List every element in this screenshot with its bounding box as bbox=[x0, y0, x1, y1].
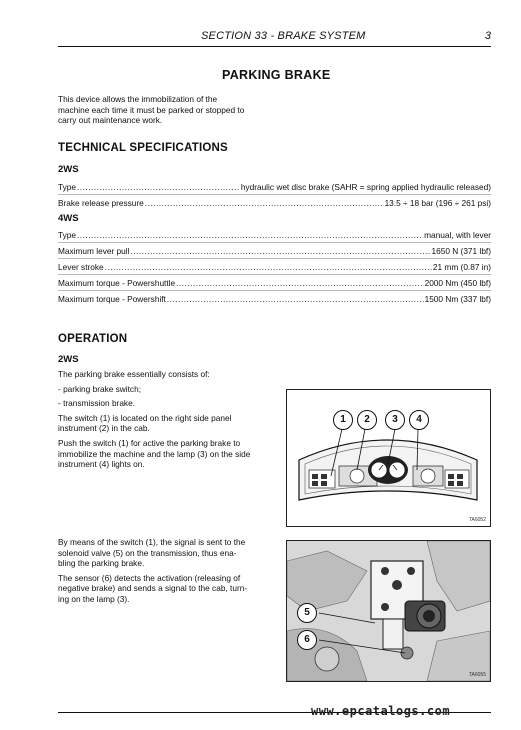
spec-value: 2000 Nm (450 lbf) bbox=[424, 278, 491, 288]
spec-row bbox=[58, 194, 491, 208]
text-line: Push the switch (1) for active the parking brake to bbox=[58, 437, 241, 448]
intro-line: machine each time it must be parked or stopped to bbox=[58, 104, 245, 115]
spec-value: 21 mm (0.87 in) bbox=[432, 262, 491, 272]
leader-dots bbox=[105, 262, 432, 272]
list-item: - transmission brake. bbox=[58, 398, 136, 409]
solenoid-valve-illustration bbox=[287, 541, 490, 681]
callout-4: 4 bbox=[409, 410, 429, 430]
leader-dots bbox=[130, 246, 430, 256]
text-line: solenoid valve (5) on the transmission, thus ena- bbox=[58, 547, 237, 558]
spec-value: 13.5 ÷ 18 bar (196 ÷ 261 psi) bbox=[384, 198, 491, 208]
leader-dots bbox=[77, 182, 240, 192]
header-rule bbox=[58, 46, 491, 47]
figure-code: TA6055 bbox=[468, 672, 486, 678]
spec-group-2ws-label: 2WS bbox=[58, 164, 79, 175]
text-line: bling the parking brake. bbox=[58, 558, 145, 569]
text-line: The sensor (6) detects the activation (releasing of bbox=[58, 572, 241, 583]
operation-intro: The parking brake essentially consists of: bbox=[58, 369, 210, 379]
text-line: The switch (1) is located on the right side panel bbox=[58, 412, 232, 423]
leader-dots bbox=[77, 230, 423, 240]
spec-group-4ws-label: 4WS bbox=[58, 213, 79, 224]
figure-code: TA6052 bbox=[468, 517, 486, 523]
spec-row bbox=[58, 226, 491, 240]
callout-1: 1 bbox=[333, 410, 353, 430]
spec-name: Maximum torque - Powershift bbox=[58, 294, 166, 304]
spec-name: Lever stroke bbox=[58, 262, 104, 272]
spec-value: 1500 Nm (337 lbf) bbox=[424, 294, 491, 304]
spec-value: 1650 N (371 lbf) bbox=[431, 246, 491, 256]
intro-line: carry out maintenance work. bbox=[58, 115, 163, 126]
callout-2: 2 bbox=[357, 410, 377, 430]
spec-row bbox=[58, 290, 491, 304]
spec-name: Maximum lever pull bbox=[58, 246, 130, 256]
intro-line: This device allows the immobilization of the bbox=[58, 94, 218, 104]
watermark-url: www.epcatalogs.com bbox=[311, 704, 451, 718]
solenoid-valve-figure bbox=[286, 540, 491, 682]
leader-dots bbox=[176, 278, 423, 288]
callout-5: 5 bbox=[297, 603, 317, 623]
leader-dots bbox=[145, 198, 384, 208]
technical-specifications-heading: TECHNICAL SPECIFICATIONS bbox=[58, 142, 228, 154]
callout-6: 6 bbox=[297, 630, 317, 650]
text-line: ing on the lamp (3). bbox=[58, 593, 130, 604]
leader-dots bbox=[167, 294, 424, 304]
callout-3: 3 bbox=[385, 410, 405, 430]
spec-row bbox=[58, 178, 491, 192]
text-line: By means of the switch (1), the signal is sent to the bbox=[58, 537, 246, 547]
operation-text-block bbox=[58, 369, 273, 470]
page-title: PARKING BRAKE bbox=[222, 68, 331, 82]
spec-name: Type bbox=[58, 230, 76, 240]
spec-row bbox=[58, 242, 491, 256]
operation-text-block-2 bbox=[58, 537, 273, 605]
spec-row bbox=[58, 274, 491, 288]
page-number: 3 bbox=[484, 30, 491, 42]
section-title: SECTION 33 - BRAKE SYSTEM bbox=[201, 30, 366, 42]
spec-value: manual, with lever bbox=[424, 230, 491, 240]
spec-name: Maximum torque - Powershuttle bbox=[58, 278, 176, 288]
operation-heading: OPERATION bbox=[58, 333, 128, 345]
instrument-panel-figure bbox=[286, 389, 491, 527]
spec-value: hydraulic wet disc brake (SAHR = spring applied hydraulic released) bbox=[240, 182, 491, 192]
text-line: negative brake) and sends a signal to the cab, turn- bbox=[58, 583, 248, 594]
text-line: immobilize the machine and the lamp (3) on the side bbox=[58, 448, 251, 459]
operation-2ws-label: 2WS bbox=[58, 354, 79, 365]
list-item: - parking brake switch; bbox=[58, 383, 142, 394]
instrument-panel-illustration bbox=[287, 390, 490, 526]
spec-name: Type bbox=[58, 182, 76, 192]
text-line: instrument (4) lights on. bbox=[58, 459, 145, 470]
text-line: instrument (2) in the cab. bbox=[58, 423, 150, 434]
intro-paragraph bbox=[58, 94, 273, 126]
spec-row bbox=[58, 258, 491, 272]
spec-name: Brake release pressure bbox=[58, 198, 144, 208]
